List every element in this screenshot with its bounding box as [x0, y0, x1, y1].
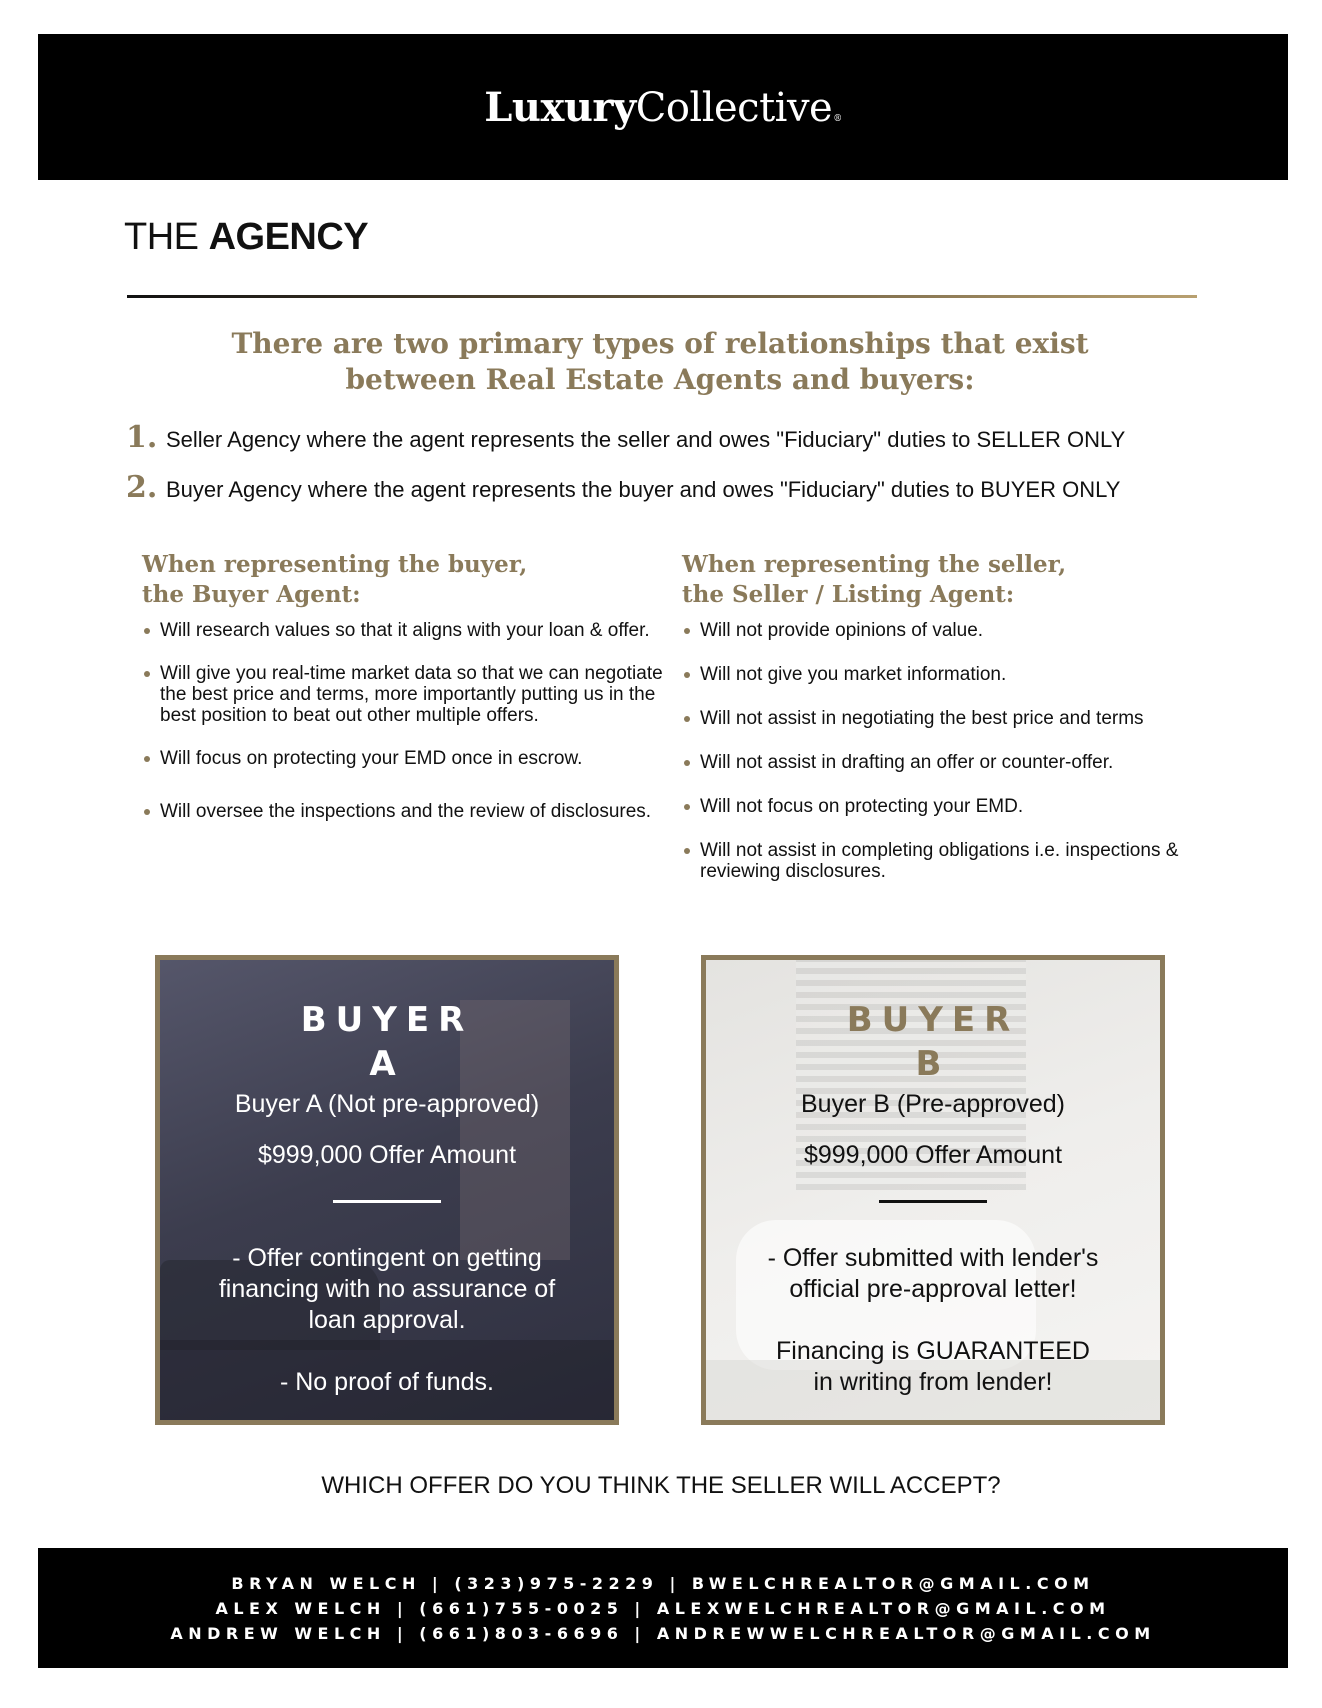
list-item: Will not focus on protecting your EMD.	[682, 796, 1222, 817]
relationship-number: 2.	[126, 470, 158, 505]
card-detail-text: - Offer submitted with lender's official pre-approval letter!	[767, 1244, 1099, 1303]
intro-line-2: between Real Estate Agents and buyers:	[345, 363, 975, 396]
luxury-collective-logo	[484, 84, 841, 131]
relationship-text: Buyer Agency where the agent represents the buyer and owes "Fiduciary" duties to BUYER ONLY	[166, 477, 1121, 502]
contact-line-bryan: BRYAN WELCH | (323)975-2229 | BWELCHREALTOR@GMAIL.COM	[231, 1573, 1095, 1593]
seller-agent-list	[682, 620, 1222, 882]
card-subtitle: Buyer A (Not pre-approved)	[234, 1090, 540, 1118]
card-detail-text: - Offer contingent on getting financing with no assurance of loan approval.	[218, 1244, 556, 1334]
list-item: Will focus on protecting your EMD once in escrow.	[142, 748, 682, 769]
intro-heading	[160, 326, 1160, 398]
relationship-item-2	[126, 470, 1306, 505]
card-subtitle: Buyer B (Pre-approved)	[800, 1090, 1065, 1118]
heading-line: the Buyer Agent:	[142, 581, 361, 608]
intro-line-1: There are two primary types of relationships that exist	[231, 327, 1089, 360]
page-title	[124, 216, 368, 259]
seller-agent-heading	[682, 550, 1222, 610]
contact-line-andrew: ANDREW WELCH | (661)803-6696 | ANDREWWELCHREALTOR@GMAIL.COM	[170, 1623, 1156, 1643]
closing-question: WHICH OFFER DO YOU THINK THE SELLER WILL ACCEPT?	[321, 1472, 1001, 1499]
list-item: Will not assist in drafting an offer or counter-offer.	[682, 752, 1222, 773]
card-divider	[879, 1200, 987, 1203]
card-detail-text: Financing is GUARANTEED in writing from lender!	[776, 1337, 1090, 1396]
relationship-text: Seller Agency where the agent represents the seller and owes "Fiduciary" duties to SELLER ONLY	[166, 427, 1126, 452]
card-offer-amount: $999,000 Offer Amount	[803, 1141, 1063, 1169]
card-detail-text: - No proof of funds.	[279, 1368, 494, 1396]
seller-agent-column	[682, 550, 1222, 905]
card-heading	[160, 998, 614, 1086]
contact-line-alex: ALEX WELCH | (661)755-0025 | ALEXWELCHREALTOR@GMAIL.COM	[215, 1598, 1111, 1618]
buyer-agent-column	[142, 550, 682, 822]
list-item: Will research values so that it aligns with your loan & offer.	[142, 620, 682, 641]
logo-light-text: Collective	[635, 84, 833, 131]
header-bar	[38, 34, 1288, 180]
card-heading-line: BUYER	[300, 1000, 474, 1040]
list-item: Will give you real-time market data so that we can negotiate the best price and terms, more importantly putting us in the best position to beat out other multiple offers.	[142, 663, 682, 726]
list-item: Will not assist in negotiating the best price and terms	[682, 708, 1222, 729]
buyer-agent-list	[142, 620, 682, 822]
heading-line: When representing the seller,	[682, 551, 1067, 578]
buyer-b-card	[701, 955, 1165, 1425]
title-bold: AGENCY	[208, 216, 369, 258]
gold-divider	[127, 295, 1197, 298]
title-prefix: THE	[124, 216, 199, 258]
list-item: Will not assist in completing obligations i.e. inspections & reviewing disclosures.	[682, 840, 1222, 882]
relationship-number: 1.	[126, 420, 158, 455]
buyer-a-card	[155, 955, 619, 1425]
card-offer-amount: $999,000 Offer Amount	[257, 1141, 517, 1169]
relationship-item-1	[126, 420, 1306, 455]
footer-bar	[38, 1548, 1288, 1668]
card-divider	[333, 1200, 441, 1203]
list-item: Will not give you market information.	[682, 664, 1222, 685]
list-item: Will oversee the inspections and the review of disclosures.	[142, 801, 682, 822]
card-heading-line: A	[369, 1044, 405, 1084]
list-item: Will not provide opinions of value.	[682, 620, 1222, 641]
logo-bold-text: Luxury	[484, 83, 636, 131]
heading-line: When representing the buyer,	[142, 551, 528, 578]
heading-line: the Seller / Listing Agent:	[682, 581, 1015, 608]
card-heading	[706, 998, 1160, 1086]
card-heading-line: BUYER	[846, 1000, 1020, 1040]
card-heading-line: B	[915, 1044, 951, 1084]
buyer-agent-heading	[142, 550, 682, 610]
logo-registered-mark: ®	[833, 113, 842, 124]
